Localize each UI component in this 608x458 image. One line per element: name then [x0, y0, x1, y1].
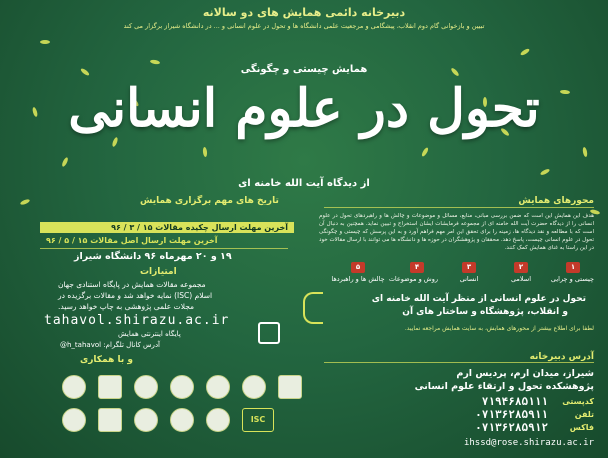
leaf-decoration — [540, 168, 551, 176]
leaf-decoration — [40, 40, 50, 44]
partner-logo-icon — [98, 375, 122, 399]
topic-line-1: تحول در علوم انسانی از منظر آیت الله خامنه ای — [371, 294, 586, 304]
axis-3 — [448, 262, 490, 288]
axis-1 — [552, 262, 594, 288]
topic-brace — [303, 292, 323, 324]
partner-logo-icon — [170, 408, 194, 432]
axis-label: انسانی — [459, 275, 479, 283]
deadline-abstract: آخرین مهلت ارسال چکیده مقالات ۱۵ / ۳ / ۹۶ — [40, 222, 294, 233]
leaf-decoration — [20, 198, 31, 205]
partner-logo-icon — [170, 375, 194, 399]
axis-label: روش و موضوعات — [388, 275, 438, 283]
dates-heading: تاریخ های مهم برگزاری همایش — [140, 196, 279, 206]
address-line-1: شیراز، میدان ارم، پردیس ارم — [456, 368, 594, 379]
axis-4 — [388, 262, 438, 288]
dates-divider — [40, 248, 288, 249]
partner-logo-icon — [134, 408, 158, 432]
topic-line-2: و انقلاب، پژوهشگاه و ساختار های آن — [402, 307, 568, 317]
privileges-heading: امتیازات — [140, 267, 177, 277]
axis-label: اسلامی — [510, 275, 532, 283]
address-divider — [324, 362, 594, 363]
partners-heading: و با همکاری — [80, 355, 133, 365]
partner-logo-icon — [242, 375, 266, 399]
partner-logo-icon — [206, 408, 230, 432]
header-subtitle: تبیین و بازخوانی گام دوم انقلاب، پیشگامی و مرجعیت علمی دانشگاه ها و تحول در علوم انسانی و ... در دانشگاه شیراز برگزار می کند — [123, 22, 485, 30]
partner-logo-icon — [62, 375, 86, 399]
axes-note: لطفا برای اطلاع بیشتر از محورهای همایش، به سایت همایش مراجعه نمایید. — [404, 325, 594, 332]
axis-label: چالش ها و راهبردها — [331, 275, 385, 283]
phone-number: ۰۷۱۳۶۲۸۵۹۱۱ — [475, 408, 548, 421]
conference-title: تحول در علوم انسانی — [68, 78, 540, 139]
website-label: پایگاه اینترنتی همایش — [118, 330, 181, 338]
telegram-channel[interactable]: آدرس کانال تلگرام: h_tahavol@ — [60, 341, 161, 349]
partner-logo-icon — [134, 375, 158, 399]
conference-kind: همایش چیستی و چگونگی — [240, 64, 368, 75]
axis-number: ۳ — [462, 262, 476, 273]
axis-5 — [330, 262, 386, 288]
globe-icon — [258, 322, 280, 344]
postal-label: کدپستی — [562, 397, 594, 406]
leaf-decoration — [421, 147, 430, 158]
axis-number: ۱ — [566, 262, 580, 273]
partner-logo-icon — [278, 375, 302, 399]
leaf-decoration — [520, 48, 531, 57]
privileges-line-2: اسلام (ISC) نمایه خواهد شد و مقالات برگزیده در — [58, 291, 213, 300]
privileges-line-1: مجموعه مقالات همایش در پایگاه استنادی جهان — [58, 280, 206, 289]
axis-number: ۲ — [514, 262, 528, 273]
postal-code: ۷۱۹۴۶۸۵۱۱۱ — [481, 395, 548, 408]
axis-number: ۵ — [351, 262, 365, 273]
website-url[interactable]: tahavol.shirazu.ac.ir — [44, 313, 230, 328]
isc-logo-icon: ISC — [242, 408, 274, 432]
axis-2 — [500, 262, 542, 288]
partner-logo-icon — [206, 375, 230, 399]
address-line-2: پژوهشکده تحول و ارتقاء علوم انسانی — [414, 381, 594, 392]
axes-divider — [324, 207, 594, 208]
deadline-full: آخرین مهلت ارسال اصل مقالات ۱۵ / ۵ / ۹۶ — [46, 236, 218, 245]
conference-viewpoint: از دیدگاه آیت الله خامنه ای — [238, 178, 370, 189]
leaf-decoration — [202, 147, 207, 157]
secretariat-title: دبیرخانه دائمی همایش های دو سالانه — [202, 6, 406, 19]
leaf-decoration — [61, 157, 69, 168]
axis-label: چیستی و چرایی — [550, 275, 594, 283]
privileges-line-3: مجلات علمی پژوهشی به چاپ خواهد رسید. — [58, 302, 195, 311]
axes-heading: محورهای همایش — [518, 196, 594, 206]
partner-logo-icon — [98, 408, 122, 432]
leaf-decoration — [582, 147, 588, 158]
phone-label: تلفن — [574, 410, 594, 419]
partner-logo-icon — [62, 408, 86, 432]
email-address[interactable]: ihssd@rose.shirazu.ac.ir — [463, 438, 594, 448]
fax-label: فاکس — [569, 423, 594, 432]
fax-number: ۰۷۱۳۶۲۸۵۹۱۲ — [475, 421, 548, 434]
axis-number: ۴ — [410, 262, 424, 273]
event-date: ۱۹ و ۲۰ مهرماه ۹۶ دانشگاه شیراز — [74, 251, 232, 262]
address-heading: آدرس دبیرخانه — [529, 352, 594, 362]
axes-intro: هدف این همایش این است که ضمن بررسی مبانی، منابع، مسائل و موضوعات و چالش ها و راهبردهای تحول در علوم انسانی را از دیدگاه حضرت آیت الله خامنه ای از مجموعه فرمایشات ایشان استخراج و تبیین نماید. همچنین به دنبال آن است که با مطالعه و نقد دیدگاه ها، زمینه را برای تحقق این امر مهم فراهم آورد و به این پرسش که چیستی و چگونگی تحول در علوم انسانی چیست، پاسخ دهد. محققان و پژوهشگران در حوزه ها و دانشگاه ها می توانند با ارسال مقالات خود در این راستا به غنای همایش کمک کنند. — [319, 213, 594, 251]
